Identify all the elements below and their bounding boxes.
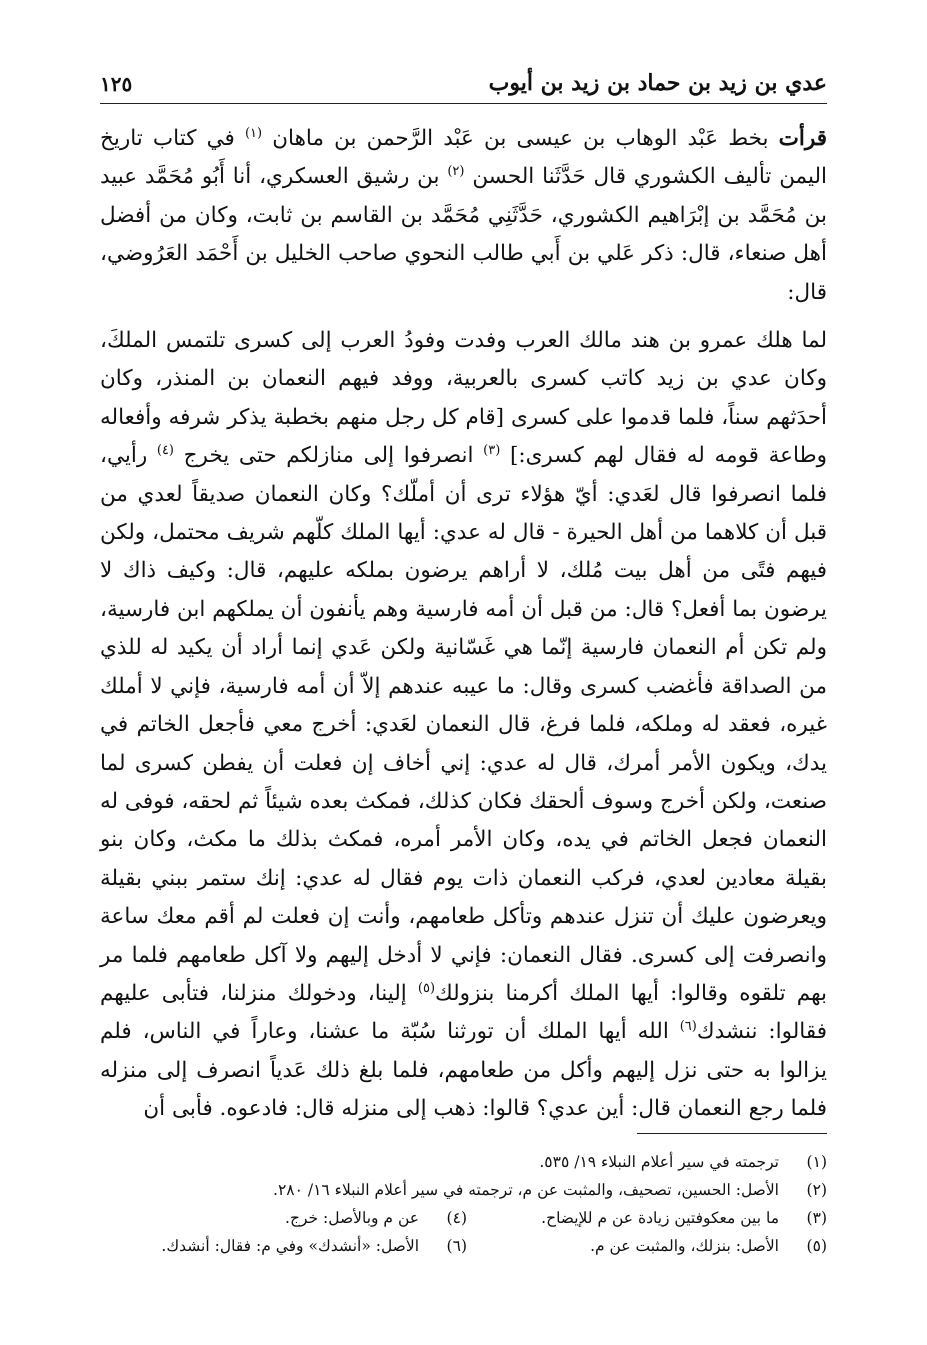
footnote-ref-3: (٣)	[483, 443, 501, 459]
footnote-3	[467, 1204, 827, 1232]
main-text-b: انصرفوا إلى منازلكم حتى يخرج	[174, 443, 484, 469]
footnote-text: الأصل: «أنشدك» وفي م: فقال: أنشدك.	[161, 1237, 419, 1255]
footnote-ref-6: (٦)	[679, 1019, 697, 1035]
footnote-ref-1: (١)	[244, 125, 263, 141]
main-paragraph	[100, 322, 827, 1129]
main-text-d: إلينا، ودخولك منزلنا، فتأبى عليهم فقالوا: ننشدك	[100, 980, 827, 1045]
footnote-text: الأصل: بنزلك، والمثبت عن م.	[590, 1237, 779, 1255]
main-text-a: لما هلك عمرو بن هند مالك العرب وفدت وفودُ العرب إلى كسرى تلتمس الملكَ، وكان عدي بن زيد كاتب كسرى بالعربية، ووفد فيهم النعمان بن المنذر، وكان أحدَثهم سناً، فلما قدموا على كسرى [قام كل رجل منهم بخطبة يذكر شرفه وأفعاله وطاعة قومه له فقال لهم كسرى:]	[100, 328, 827, 469]
lead-word: قرأت	[778, 126, 827, 151]
intro-text-a: بخط عَبْد الوهاب بن عيسى بن عَبْد الرَّحمن بن ماهان	[262, 126, 779, 151]
footnote-text: ترجمته في سير أعلام النبلاء ١٩/ ٥٣٥.	[539, 1153, 779, 1171]
footnote-number: (٣)	[806, 1209, 827, 1227]
footnote-text: الأصل: الحسين، تصحيف، والمثبت عن م، ترجمته في سير أعلام النبلاء ١٦/ ٢٨٠.	[273, 1181, 779, 1199]
running-title: عدي بن زيد بن حماد بن زيد بن أيوب	[488, 70, 827, 96]
footnote-6	[161, 1232, 467, 1260]
footnote-number: (٢)	[806, 1181, 827, 1199]
footnote-number: (٦)	[446, 1237, 467, 1255]
footnote-rule	[637, 1133, 827, 1134]
footnotes	[100, 1148, 827, 1260]
footnote-line	[100, 1204, 827, 1232]
footnote-4	[285, 1204, 467, 1232]
footnote-number: (٥)	[806, 1237, 827, 1255]
running-header	[100, 58, 827, 96]
footnote-ref-5: (٥)	[417, 980, 436, 996]
footnote-line	[100, 1232, 827, 1260]
footnote-2	[273, 1176, 827, 1204]
footnote-number: (١)	[806, 1153, 827, 1171]
page-number: ١٢٥	[100, 72, 133, 96]
header-rule	[100, 103, 827, 104]
intro-paragraph	[100, 120, 827, 312]
intro-text-c: بن رشيق العسكري، أنا أَبُو مُحَمَّد عبيد بن مُحَمَّد بن إبْرَاهيم الكشوري، حَدَّثَنِي مُحَمَّد بن القاسم بن ثابت، وكان من أفضل أهل صنعاء، قال: ذكر عَلي بن أَبي طالب النحوي صاحب الخليل بن أَحْمَد العَرُوضي، قال:	[100, 164, 827, 305]
footnote-ref-2: (٢)	[447, 164, 465, 180]
footnote-line	[100, 1176, 827, 1204]
main-text-e: الله أيها الملك أن تورثنا سُبّة ما عشنا، وعاراً في الناس، فلم يزالوا به حتى نزل إليهم وأكل من طعامهم، فلما بلغ ذلك عَدياً انصرف إلى منزله فلما رجع النعمان قال: أين عدي؟ قالوا: ذهب إلى منزله قال: فادعوه. فأبى أن	[100, 1019, 827, 1122]
footnote-line	[100, 1148, 827, 1176]
footnote-ref-4: (٤)	[156, 443, 174, 459]
main-text-c: رأيي، فلما انصرفوا قال لعَدي: أيّ هؤلاء ترى أن أملّك؟ وكان النعمان صديقاً لعدي من قبل أن كلاهما من أهل الحيرة - قال له عدي: أيها الملك كلّهم شريف محتمل، ولكن فيهم فتًى من أهل بيت مُلك، لا أراهم يرضون بملكه عليهم، قال: وكيف ذاك لا يرضون بما أفعل؟ قال: من قبل أن أمه فارسية وهم يأنفون أن يملكهم ابن فارسية، ولم تكن أم النعمان فارسية إنّما هي غَسّانية ولكن عَدي إنما أراد أن يكيد له للذي من الصداقة فأغضب كسرى وقال: ما عيبه عندهم إلاّ أن أمه فارسية، فإني لا أملك غيره، فعقد له وملكه، فلما فرغ، قال النعمان لعَدي: أخرج معي فأجعل الخاتم في يدك، ويكون الأمر أمرك، قال له عدي: إني أخاف إن فعلت أن يفطن كسرى لما صنعت، ولكن أخرج وسوف ألحقك فكان كذلك، فمكث بعده شيئاً ثم لحقه، فوفى له النعمان فجعل الخاتم في يده، وكان الأمر أمره، فمكث بذلك ما مكث، وكان بنو بقيلة معادين لعدي، فركب النعمان ذات يوم فقال له عدي: إنك ستمر ببني بقيلة ويعرضون عليك أن تنزل عندهم وتأكل طعامهم، وأنت إن فعلت لم أقم معك ساعة وانصرفت إلى كسرى. فقال النعمان: فإني لا أدخل إليهم ولا آكل طعامهم فلما مر بهم تلقوه وقالوا: أيها الملك أكرمنا بنزولك	[100, 443, 827, 1006]
footnote-1	[539, 1148, 827, 1176]
intro-text-b: في كتاب تاريخ اليمن تأليف الكشوري قال حَدَّثَنا الحسن	[100, 126, 827, 190]
footnote-5	[467, 1232, 827, 1260]
main-text	[100, 120, 827, 1129]
footnote-text: عن م وبالأصل: خرج.	[285, 1209, 419, 1227]
footnote-number: (٤)	[446, 1209, 467, 1227]
footnote-text: ما بين معكوفتين زيادة عن م للإيضاح.	[541, 1209, 779, 1227]
